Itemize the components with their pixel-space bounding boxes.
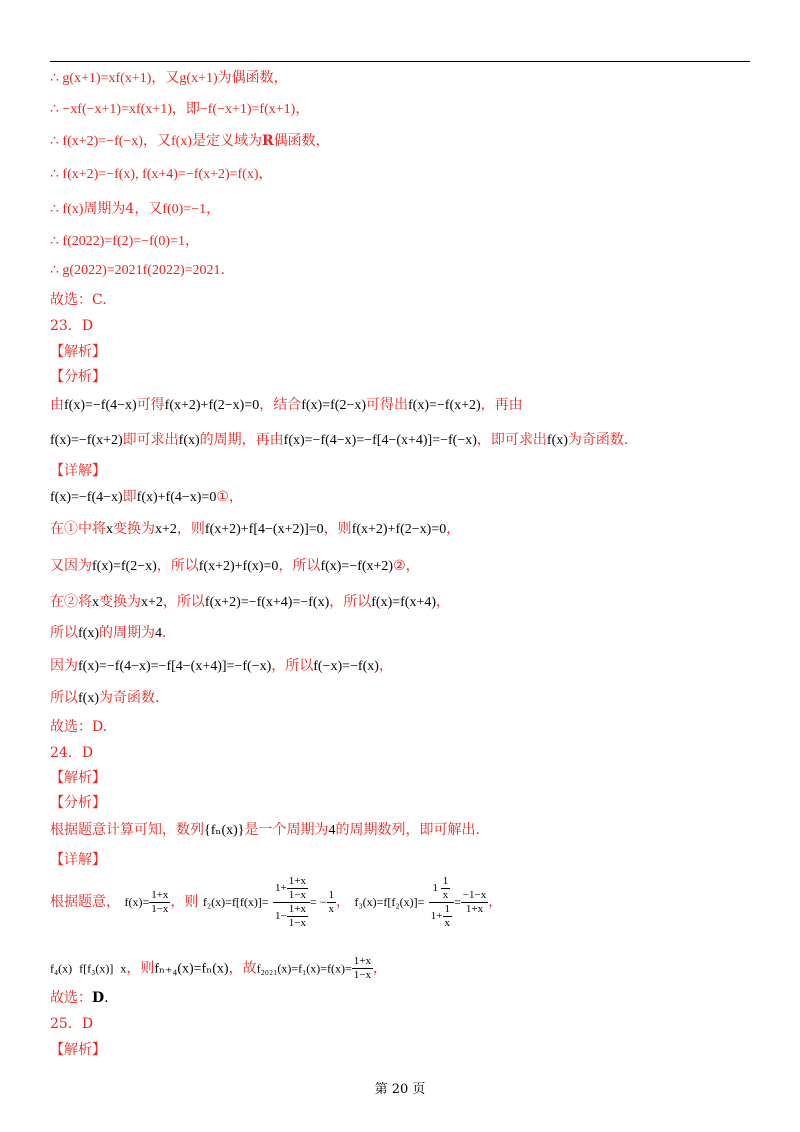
math: ∴ f(2022)=f(2)=−f(0)=1 [50,234,185,249]
compound-fraction [273,875,310,930]
fraction [352,955,373,982]
text-line [50,487,243,508]
text: ， [336,894,351,910]
text: ，故 [228,960,257,977]
numerator: 1+x [288,874,306,887]
math: x [106,522,113,537]
numerator [429,875,454,902]
denominator: x [328,902,335,915]
text: 又因为 [50,558,92,574]
text: ，即可求出 [476,432,547,448]
math: 4 [328,823,336,838]
denominator: x [444,916,451,929]
math: {fₙ(x)} [204,823,245,838]
text-line [50,164,273,185]
math: f(x)=−f(4−x)=−f[4−(x+4)]=−f(−x) [283,433,477,448]
text: ，再由 [480,397,523,413]
text: . [220,262,225,278]
fraction [149,889,170,916]
text: 的周期为 [99,625,155,641]
text: ，所以 [271,658,314,674]
text: 变换为 [99,594,141,610]
text: ，所以 [156,558,199,574]
text-line [50,131,330,152]
text-line [50,260,225,281]
numerator: 1 [328,888,335,901]
math: f(x)=f(2−x) [301,398,366,413]
text: ，所以 [162,594,205,610]
text-line [50,99,309,120]
text: ， [488,894,503,910]
fraction [287,903,308,930]
numerator: 1 [442,874,449,887]
text: 由 [50,397,64,413]
numerator [273,875,310,902]
text: ，即 [171,101,200,117]
text: . [162,625,167,641]
question-number: 24．D [50,745,94,761]
text: 因为 [50,658,78,674]
question-number: 23．D [50,318,94,334]
math: ∴ g(x+1)=xf(x+1) [50,71,152,86]
math: f(x+2)+f(x)=0 [198,559,279,574]
text: ，所以 [278,558,321,574]
math: f(x) [170,134,192,149]
denominator [429,902,454,930]
text: 周期为4，又 [83,201,163,217]
answer-line: 故选：C. [50,292,107,308]
denominator: 1+x [461,902,488,916]
text: 根据题意计算可知，数列 [50,822,204,838]
text-line [50,231,199,252]
math: f(x)=−f(x+2) [320,559,394,574]
term: 1− [275,909,287,922]
text: 所以 [50,690,78,706]
text: ， [436,594,451,610]
math: f(x) [78,691,99,706]
math: x [92,595,99,610]
math: f(x) [78,626,99,641]
math: x+2 [141,595,163,610]
text: 为偶函数， [217,70,288,86]
fraction [443,903,453,930]
math: f(x+2)+f(2−x)=0 [351,522,447,537]
text-line [50,68,288,89]
text: 在②将 [50,594,92,610]
text-line [50,592,450,613]
math: g(x+1) [179,71,218,86]
math: ∴ f(x) [50,202,84,217]
math: ∴ −xf(−x+1)=xf(x+1) [50,102,172,117]
text: ，则 [323,521,352,537]
math: f(x)=−f(x+2) [50,433,123,448]
text: R [261,133,274,149]
term: 1+ [430,909,443,922]
fraction [287,875,308,902]
text: 根据题意， [50,894,120,910]
text-line [50,656,393,677]
denominator: 1−x [288,916,306,929]
text: ，结合 [259,397,302,413]
denominator [273,902,310,930]
math: f(x)=−f(4−x) [50,490,123,505]
math: f₄(x) f[f₃(x)] x [50,961,127,976]
math: f(x)=f(x+4) [371,595,437,610]
page-number: 第 20 页 [374,1082,426,1097]
math: f(x)=−f(4−x) [64,398,137,413]
section-heading: 【详解】 [50,852,106,868]
fraction [327,889,337,916]
math: f(x)=−f(4−x)=−f[4−(x+4)]=−f(−x) [78,659,272,674]
text: 所以 [50,625,78,641]
text: ， [378,658,393,674]
circled-number: ② [393,558,406,574]
text: ，又 [151,70,180,86]
text-line [50,395,523,416]
math: f(x) [178,433,200,448]
math: x+2 [155,522,177,537]
text-line [50,623,166,644]
math: f(x) [546,433,568,448]
term: 1 [432,881,439,894]
numerator: 1 [444,902,451,915]
text-line [50,955,387,982]
text: 可得出 [366,397,408,413]
math: f(x+2)+f(2−x)=0 [164,398,260,413]
math: f(x)= [124,895,150,909]
math: −f(−x+1)=f(x+1) [199,102,296,117]
text: 即可求出 [122,432,179,448]
text: 的周期，再由 [199,432,284,448]
text: 可得 [136,397,165,413]
text-line [50,199,220,220]
math: f(x+2)=−f(x+4)=−f(x) [204,595,330,610]
fraction [441,875,451,902]
numerator: 1+x [288,902,306,915]
text: 在①中将 [50,521,106,537]
denominator: x [442,888,449,901]
text-line [50,688,159,709]
text: ，又 [142,133,171,149]
text-line [50,820,480,841]
text: 是一个周期为 [244,822,329,838]
text-line [50,519,460,540]
text: ，则 [126,960,155,977]
circled-number: ① [216,489,229,505]
section-heading: 【解析】 [50,770,106,786]
math: f(x)=f(2−x) [92,559,157,574]
text-line [50,430,628,451]
term: 1+ [275,881,287,894]
text: ，则 [170,894,199,910]
text: ， [373,960,388,977]
math: f₃(x)=f[f₂(x)]= [354,895,425,909]
text: 即 [122,489,137,505]
text: 是定义域为 [191,133,262,149]
math: f₂(x)=f[f(x)]= [202,895,269,909]
text: ，所以 [329,594,372,610]
header-rule [50,61,750,62]
text: ， [295,101,310,117]
math: = [454,895,461,909]
text-line [50,872,502,936]
denominator: 1−x [288,888,306,901]
text: ， [446,521,461,537]
question-number: 25．D [50,1016,94,1032]
text: 偶函数， [273,133,330,149]
text: 为奇函数. [567,432,629,448]
fraction [461,889,488,916]
numerator: 1+x [353,955,372,967]
denominator: 1−x [353,969,372,981]
text-line [50,556,420,577]
denominator: 1−x [151,902,169,915]
compound-fraction [429,875,454,930]
answer-line [50,988,109,1008]
text: 为奇函数. [99,690,160,706]
math: ∴ f(x+2)=−f(−x) [50,134,143,149]
math: f(x+2)+f[4−(x+2)]=0 [204,522,324,537]
section-heading: 【分析】 [50,369,106,385]
math: = − [309,895,327,909]
math: 4 [155,626,162,641]
text: ， [228,489,243,505]
text: ，则 [176,521,205,537]
text: D [92,990,105,1006]
text: ， [405,558,420,574]
numerator: 1+x [151,888,169,901]
math: f₂₀₂₁(x)=f₁(x)=f(x)= [256,961,352,976]
text: 变换为 [113,521,155,537]
text: ， [184,233,199,249]
text: 故选： [50,990,92,1006]
section-heading: 【解析】 [50,1042,106,1058]
section-heading: 【详解】 [50,463,106,479]
math: f(−x)=−f(x) [313,659,379,674]
section-heading: 【分析】 [50,795,106,811]
text: ， [258,166,273,182]
text: . [104,990,109,1006]
math: f(x)+f(4−x)=0 [136,490,217,505]
text: ， [206,201,221,217]
math: ∴ f(x+2)=−f(x), f(x+4)=−f(x+2)=f(x) [50,167,259,182]
math: f(x)=−f(x+2) [408,398,481,413]
math: ∴ g(2022)=2021f(2022)=2021 [50,263,221,278]
section-heading: 【解析】 [50,344,106,360]
text: 的周期数列，即可解出. [335,822,480,838]
math: fₙ₊₄(x)=fₙ(x) [154,961,229,977]
numerator: −1−x [462,888,487,901]
answer-line: 故选：D. [50,719,108,735]
math: f(0)=−1 [162,202,207,217]
